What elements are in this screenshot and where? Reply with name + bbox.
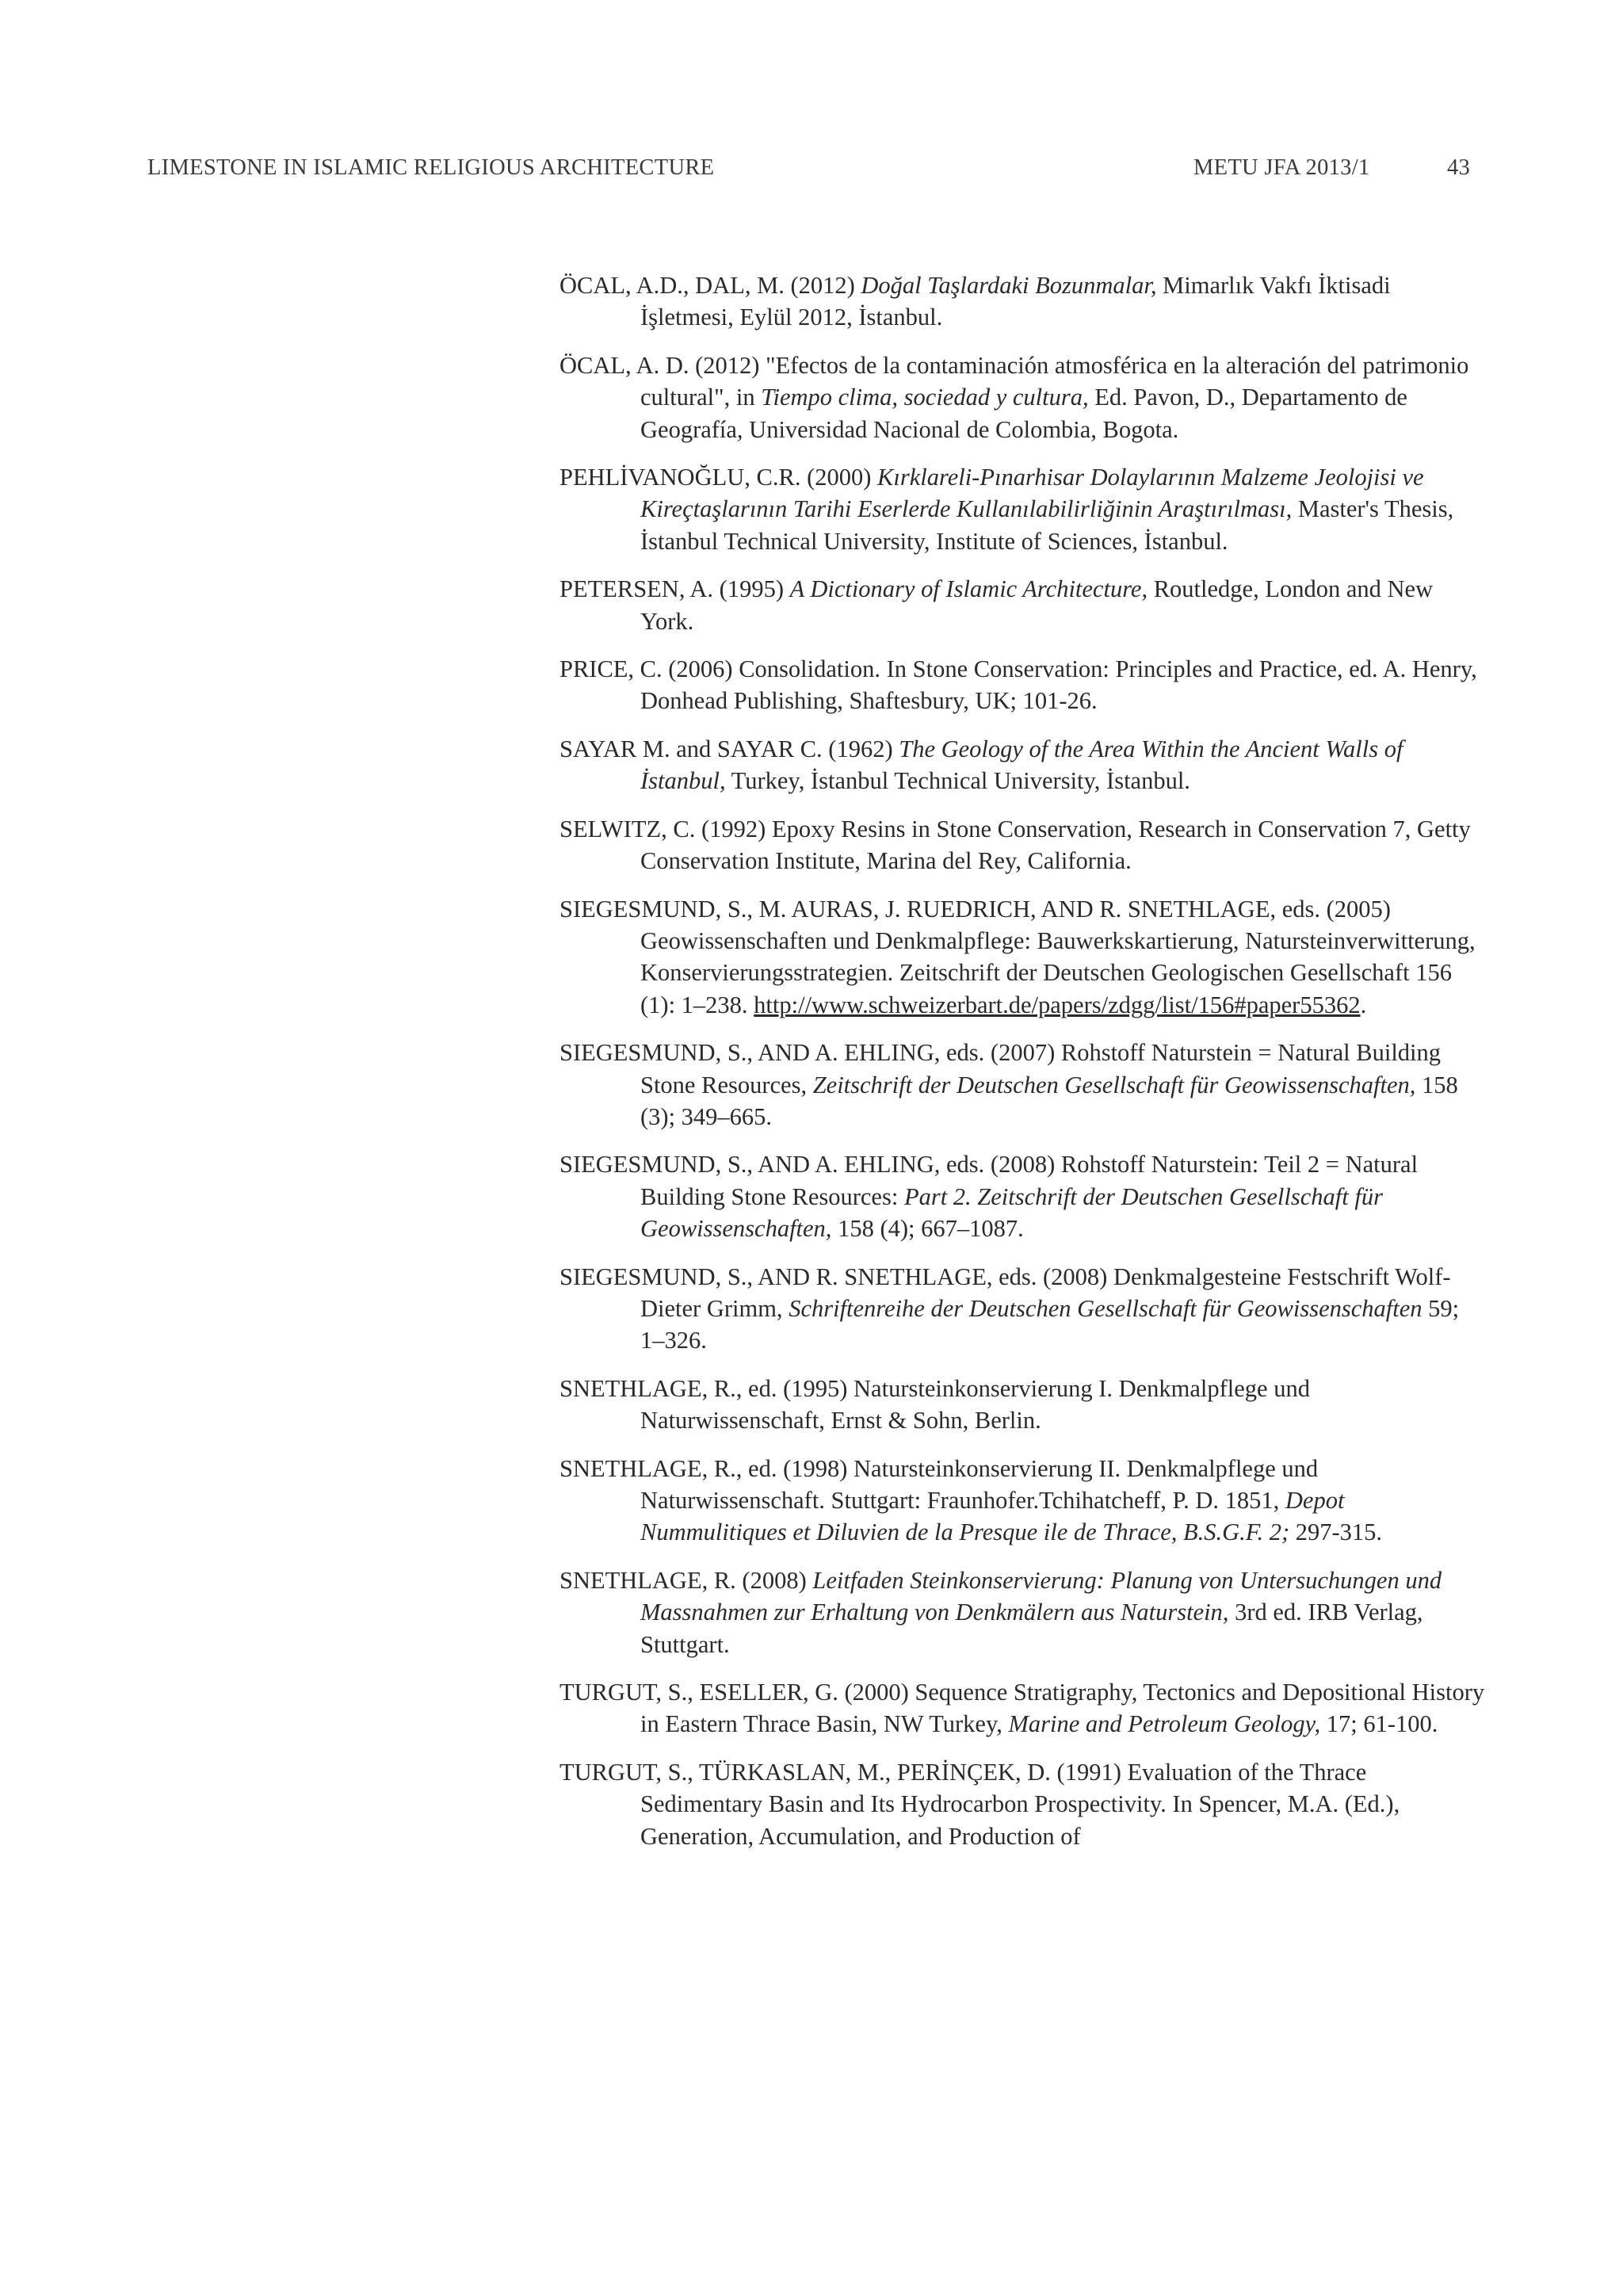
reference-text: ÖCAL, A. D. (2012) "Efectos de la contaminación atmosférica en la alteración del patrimonio cultural", in [559,351,1469,411]
reference-text: 3rd ed. IRB Verlag, Stuttgart. [640,1599,1423,1658]
reference-entry [559,1453,1487,1549]
reference-entry [559,1756,1487,1852]
reference-text: TURGUT, S., ESELLER, G. (2000) Sequence Stratigraphy, Tectonics and Depositional History in Eastern Thrace Basin, NW Turkey, [559,1679,1485,1738]
reference-title-italic: Part 2. Zeitschrift der Deutschen Gesellschaft für Geowissenschaften, [640,1182,1383,1243]
reference-title-italic: Schriftenreihe der Deutschen Gesellschaft für Geowissenschaften [789,1294,1423,1322]
reference-title-italic: A Dictionary of Islamic Architecture, [789,575,1148,603]
reference-text: Master's Thesis, İstanbul Technical University, Institute of Sciences, İstanbul. [640,495,1454,555]
reference-text: ÖCAL, A.D., DAL, M. (2012) [559,272,861,299]
reference-text: SIEGESMUND, S., AND R. SNETHLAGE, eds. (2008) Denkmalgesteine Festschrift Wolf-Dieter Grimm, [559,1263,1451,1322]
reference-entry [559,733,1487,797]
reference-text: PETERSEN, A. (1995) [559,575,790,603]
reference-text: SNETHLAGE, R. (2008) [559,1566,813,1594]
reference-text: Routledge, London and New York. [640,575,1434,635]
reference-text: SAYAR M. and SAYAR C. (1962) [559,735,899,762]
reference-text: 158 (4); 667–1087. [831,1215,1024,1243]
reference-text: SIEGESMUND, S., M. AURAS, J. RUEDRICH, AND R. SNETHLAGE, eds. (2005) Geowissenschaften und Denkmalpflege: Bauwerkskartierung, Natursteinverwitterung, Konservierungsstrategien. Zeitschrift der Deutschen Geologischen Gesellschaft 156 (1): 1–238. [559,895,1476,1018]
reference-entry [559,269,1487,334]
reference-entry [559,813,1487,877]
reference-text: SIEGESMUND, S., AND A. EHLING, eds. (2007) Rohstoff Naturstein = Natural Building Stone Resources, [559,1039,1442,1098]
reference-text: . [1360,991,1367,1018]
reference-text: SNETHLAGE, R., ed. (1995) Natursteinkonservierung I. Denkmalpflege und Naturwissenschaft, Ernst & Sohn, Berlin. [559,1374,1310,1435]
reference-title-italic: Doğal Taşlardaki Bozunmalar, [861,272,1157,299]
reference-list [559,269,1487,1868]
reference-text: SNETHLAGE, R., ed. (1998) Natursteinkonservierung II. Denkmalpflege und Naturwissenschaft. Stuttgart: Fraunhofer.Tchihatcheff, P. D. 1851, [559,1454,1319,1514]
reference-title-italic: Marine and Petroleum Geology, [1008,1710,1321,1738]
article-title: LIMESTONE IN ISLAMIC RELIGIOUS ARCHITECTURE [147,155,715,180]
reference-title-italic: Zeitschrift der Deutschen Gesellschaft für Geowissenschaften, [812,1071,1416,1098]
reference-text: 297-315. [1289,1519,1383,1546]
reference-url-link[interactable]: http://www.schweizerbart.de/papers/zdgg/list/156#paper55362 [754,991,1361,1018]
reference-title-italic: Leitfaden Steinkonservierung: Planung von Untersuchungen und Massnahmen zur Erhaltung von Denkmälern aus Naturstein, [640,1566,1442,1626]
reference-entry [559,1676,1487,1740]
reference-text: SIEGESMUND, S., AND A. EHLING, eds. (2008) Rohstoff Naturstein: Teil 2 = Natural Building Stone Resources: [559,1151,1419,1210]
reference-text: 59; 1–326. [640,1294,1460,1354]
reference-entry [559,653,1487,717]
reference-entry [559,893,1487,1022]
reference-text: 158 (3); 349–665. [640,1071,1458,1130]
reference-text: PEHLİVANOĞLU, C.R. (2000) [559,464,878,491]
reference-title-italic: Tiempo clima, sociedad y cultura, [761,384,1089,411]
reference-entry [559,1261,1487,1357]
reference-text: SELWITZ, C. (1992) Epoxy Resins in Stone Conservation, Research in Conservation 7, Getty Conservation Institute, Marina del Rey, California. [559,815,1471,875]
reference-text: Turkey, İstanbul Technical University, İstanbul. [725,767,1190,795]
reference-text: Mimarlık Vakfı İktisadi İşletmesi, Eylül 2012, İstanbul. [640,272,1391,331]
reference-entry [559,461,1487,557]
reference-entry [559,1148,1487,1244]
running-head [147,155,1476,195]
journal-issue: METU JFA 2013/1 [1193,155,1370,180]
page-number: 43 [1447,155,1471,180]
reference-text: Ed. Pavon, D., Departamento de Geografía, Universidad Nacional de Colombia, Bogota. [640,384,1407,443]
reference-entry [559,1037,1487,1133]
reference-text: PRICE, C. (2006) Consolidation. In Stone Conservation: Principles and Practice, ed. A. Henry, Donhead Publishing, Shaftesbury, UK; 101-26. [559,655,1477,715]
reference-entry [559,1373,1487,1437]
reference-title-italic: Depot Nummulitiques et Diluvien de la Presque ile de Thrace, B.S.G.F. 2; [640,1487,1345,1546]
reference-text: 17; 61-100. [1320,1710,1438,1738]
reference-entry [559,573,1487,637]
reference-entry [559,350,1487,445]
reference-title-italic: Kırklareli-Pınarhisar Dolaylarının Malzeme Jeolojisi ve Kireçtaşlarının Tarihi Eserlerde Kullanılabilirliğinin Araştırılması, [640,464,1424,523]
reference-text: TURGUT, S., TÜRKASLAN, M., PERİNÇEK, D. (1991) Evaluation of the Thrace Sedimentary Basin and Its Hydrocarbon Prospectivity. In Spencer, M.A. (Ed.), Generation, Accumulation, and Production of [559,1758,1400,1850]
reference-entry [559,1564,1487,1660]
reference-title-italic: The Geology of the Area Within the Ancient Walls of İstanbul, [640,735,1403,795]
